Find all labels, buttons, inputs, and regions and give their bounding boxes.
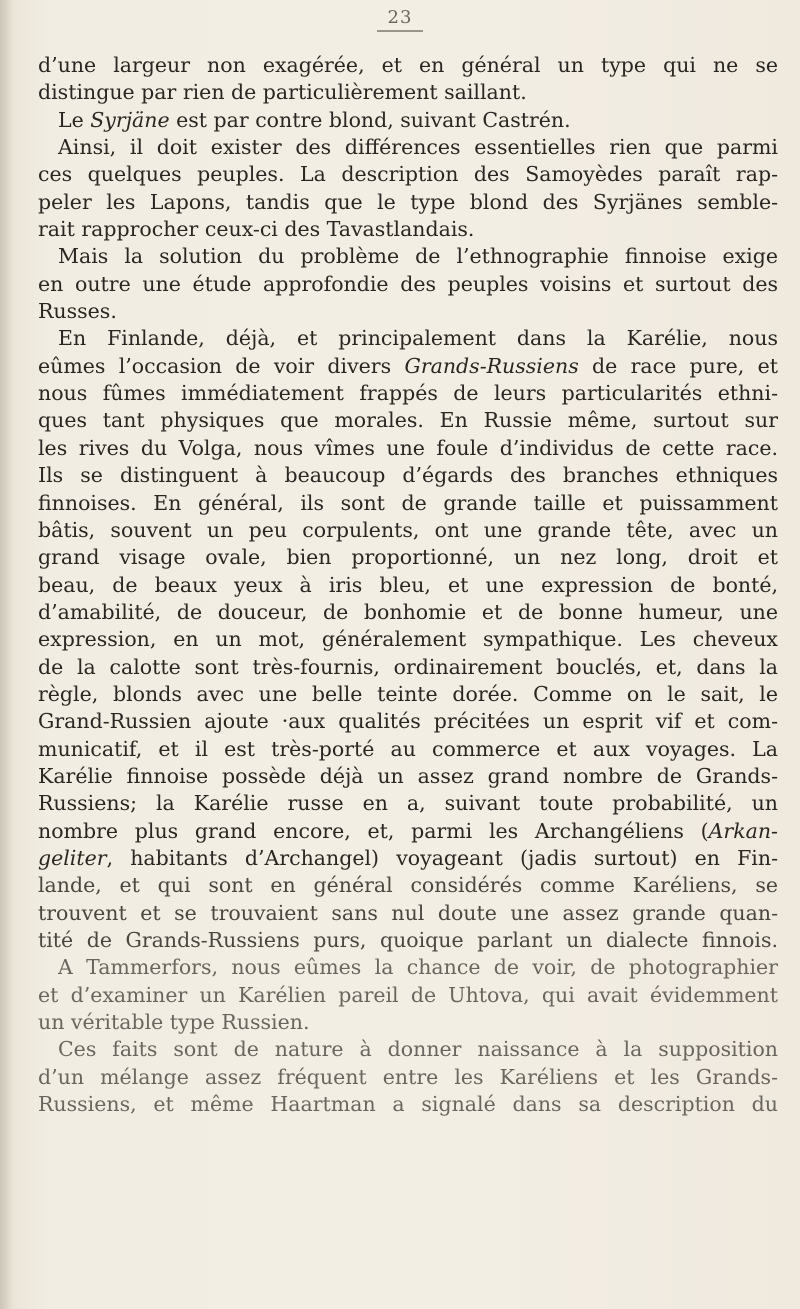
text-line: en outre une étude approfondie des peuples voisins et surtout des	[38, 271, 778, 296]
text-line: expression, en un mot, généralement sympathique. Les cheveux	[38, 627, 778, 652]
text-line: En Finlande, déjà, et principalement dans la Karélie, nous	[58, 326, 778, 351]
text-line: grand visage ovale, bien proportionné, un nez long, droit et	[38, 545, 778, 570]
text-line: un véritable type Russien.	[38, 1010, 310, 1035]
body-text	[38, 52, 778, 1118]
text-line: beau, de beaux yeux à iris bleu, et une expression de bonté,	[38, 572, 778, 597]
page-binding-shadow	[0, 0, 14, 1309]
text-line: ques tant physiques que morales. En Russie même, surtout sur	[38, 408, 778, 433]
text-line: finnoises. En général, ils sont de grande taille et puissamment	[38, 490, 778, 515]
text-line: et d’examiner un Karélien pareil de Uhtova, qui avait évidemment	[38, 982, 778, 1007]
text-line: de la calotte sont très-fournis, ordinairement bouclés, et, dans la	[38, 654, 778, 679]
text-line: tité de Grands-Russiens purs, quoique parlant un dialecte finnois.	[38, 928, 778, 952]
page-number: 23	[377, 8, 423, 32]
text-line: eûmes l’occasion de voir divers Grands-Russiens de race pure, et	[38, 353, 778, 378]
text-line: Russiens, et même Haartman a signalé dans sa description du	[38, 1092, 778, 1117]
text-line: Ces faits sont de nature à donner naissance à la supposition	[58, 1037, 778, 1062]
text-line: Ainsi, il doit exister des différences essentielles rien que parmi	[58, 135, 778, 160]
text-line: Russiens; la Karélie russe en a, suivant toute probabilité, un	[38, 791, 778, 816]
text-line: bâtis, souvent un peu corpulents, ont une grande tête, avec un	[38, 517, 778, 542]
text-line: Karélie finnoise possède déjà un assez grand nombre de Grands-	[38, 763, 778, 788]
text-line: nombre plus grand encore, et, parmi les Archangéliens (Arkan-	[38, 818, 778, 843]
text-line: Ils se distinguent à beaucoup d’égards des branches ethniques	[38, 463, 778, 488]
text-line: A Tammerfors, nous eûmes la chance de voir, de photographier	[58, 955, 778, 980]
text-line: d’amabilité, de douceur, de bonhomie et de bonne humeur, une	[38, 599, 778, 624]
text-line: Grand-Russien ajoute ·aux qualités précitées un esprit vif et com-	[38, 709, 778, 734]
text-line: geliter, habitants d’Archangel) voyageant (jadis surtout) en Fin-	[38, 845, 778, 870]
text-line: distingue par rien de particulièrement saillant.	[38, 80, 527, 105]
text-line: nous fûmes immédiatement frappés de leurs particularités ethni-	[38, 381, 778, 406]
text-line: municatif, et il est très-porté au commerce et aux voyages. La	[38, 736, 778, 761]
text-line: d’une largeur non exagérée, et en général un type qui ne se	[38, 53, 778, 77]
text-line: Mais la solution du problème de l’ethnographie finnoise exige	[58, 244, 778, 269]
text-line: d’un mélange assez fréquent entre les Karéliens et les Grands-	[38, 1064, 778, 1089]
text-line: règle, blonds avec une belle teinte dorée. Comme on le sait, le	[38, 681, 778, 706]
text-line: ces quelques peuples. La description des Samoyèdes paraît rap-	[38, 162, 778, 187]
text-line: Russes.	[38, 299, 117, 324]
text-line: lande, et qui sont en général considérés comme Karéliens, se	[38, 873, 778, 898]
text-line: les rives du Volga, nous vîmes une foule d’individus de cette race.	[38, 435, 778, 460]
text-line: trouvent et se trouvaient sans nul doute une assez grande quan-	[38, 900, 778, 925]
text-line: rait rapprocher ceux-ci des Tavastlandais.	[38, 217, 475, 242]
text-line: peler les Lapons, tandis que le type blond des Syrjänes semble-	[38, 189, 778, 214]
text-line: Le Syrjäne est par contre blond, suivant Castrén.	[58, 107, 571, 132]
